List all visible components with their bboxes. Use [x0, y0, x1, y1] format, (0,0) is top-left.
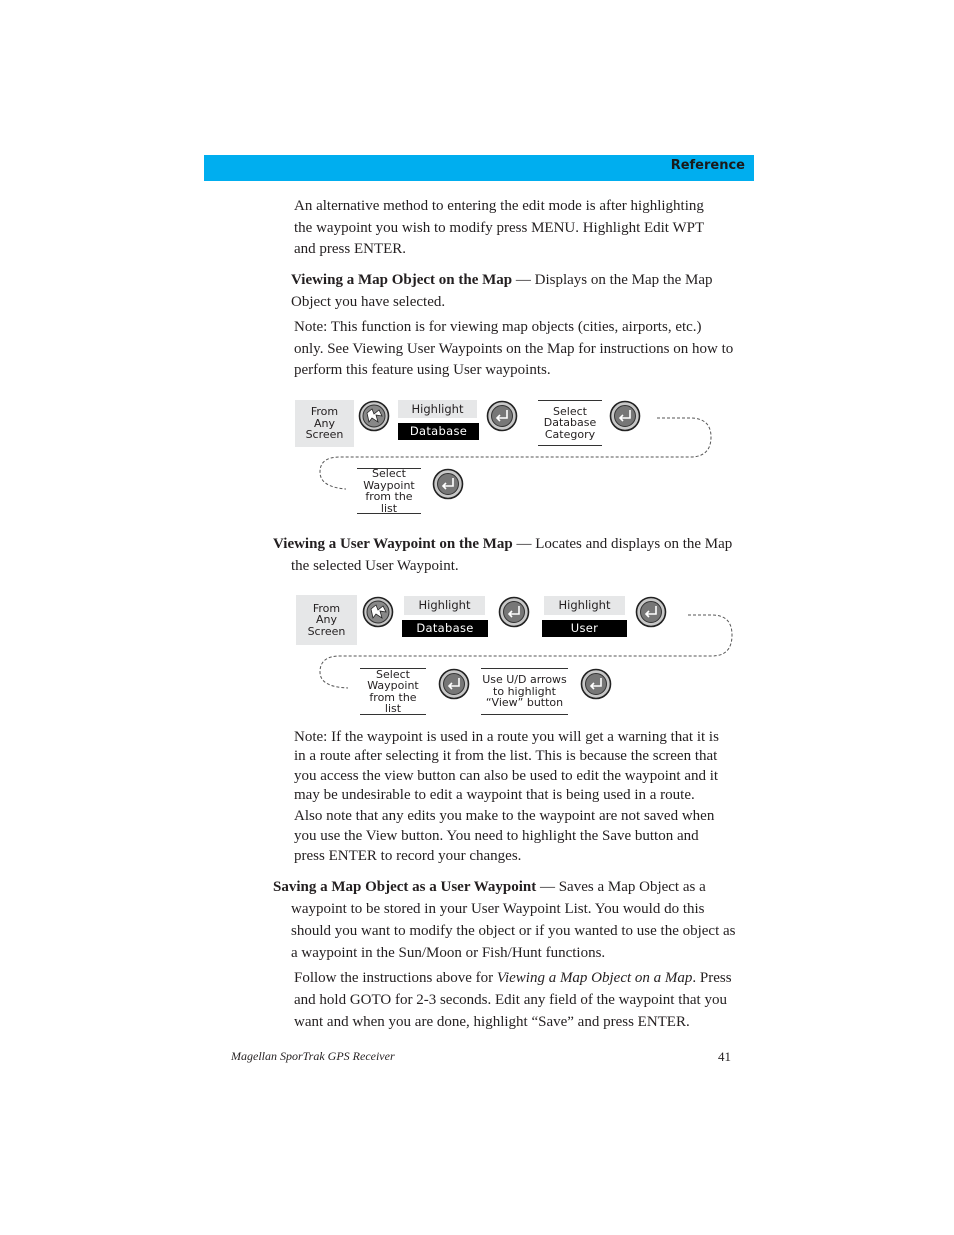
- flow2-highlight-label-1: Highlight: [404, 596, 485, 615]
- flow1-from-any-screen: From Any Screen: [295, 400, 354, 447]
- flow1-highlight-label: Highlight: [398, 400, 477, 418]
- enter-button-icon: [580, 668, 612, 700]
- map-object-desc: — Displays on the Map the Map Object you have selected.: [291, 272, 713, 310]
- follow-italic: Viewing a Map Object on a Map: [496, 970, 693, 986]
- flow2-database-value: Database: [402, 620, 488, 637]
- note-paragraph-2: Also note that any edits you make to the waypoint are not saved when you use the View button. You need to highlight the Save button and press ENTER to record your changes.: [294, 808, 715, 864]
- follow-pre: Follow the instructions above for: [294, 970, 497, 986]
- follow-post: . Press and hold GOTO for 2-3 seconds. Edit any field of the waypoint that you want and when you are done, highlight “Save” and press ENTER.: [294, 970, 732, 1030]
- flow2-use-arrows: Use U/D arrows to highlight “View” button: [481, 668, 568, 715]
- user-waypoint-desc: — Locates and displays on the Map the selected User Waypoint.: [291, 536, 733, 574]
- note-paragraph-1: Note: If the waypoint is used in a route you will get a warning that it is in a route after selecting it from the list. This is because the screen that you access the view button can also be used to edit the waypoint and it may be undesirable to edit a waypoint that is being used in a route.: [294, 729, 719, 803]
- page-number: 41: [718, 1049, 731, 1064]
- flow1-select-waypoint: Select Waypoint from the list: [357, 468, 421, 514]
- footer-title: Magellan SporTrak GPS Receiver: [231, 1049, 395, 1063]
- saving-desc: — Saves a Map Object as a waypoint to be stored in your User Waypoint List. You would do this should you want to modify the object or if you wanted to use the object as a waypoint in the Sun/Moon or Fish/Hunt functions.: [291, 879, 736, 961]
- flow2-from-any-screen: From Any Screen: [296, 595, 357, 645]
- flow1-select-database-category: Select Database Category: [538, 400, 602, 446]
- saving-heading: Saving a Map Object as a User Waypoint: [273, 879, 537, 895]
- flow2-select-waypoint: Select Waypoint from the list: [360, 668, 426, 715]
- flow1-database-value: Database: [398, 423, 479, 440]
- follow-paragraph: [294, 967, 734, 1033]
- map-object-heading: Viewing a Map Object on the Map: [291, 272, 513, 288]
- enter-button-icon: [438, 668, 470, 700]
- section-title: Reference: [670, 158, 745, 173]
- flow2-user-value: User: [542, 620, 627, 637]
- user-waypoint-heading: Viewing a User Waypoint on the Map: [273, 536, 513, 552]
- intro-paragraph: An alternative method to entering the edit mode is after highlighting the waypoint you wish to modify press MENU. Highlight Edit WPT and press ENTER.: [294, 198, 704, 257]
- map-object-note: Note: This function is for viewing map objects (cities, airports, etc.) only. See Viewing User Waypoints on the Map for instructions on how to perform this feature using User waypoints.: [294, 319, 734, 378]
- saving-paragraph: [273, 876, 743, 964]
- flow2-highlight-label-2: Highlight: [544, 596, 625, 615]
